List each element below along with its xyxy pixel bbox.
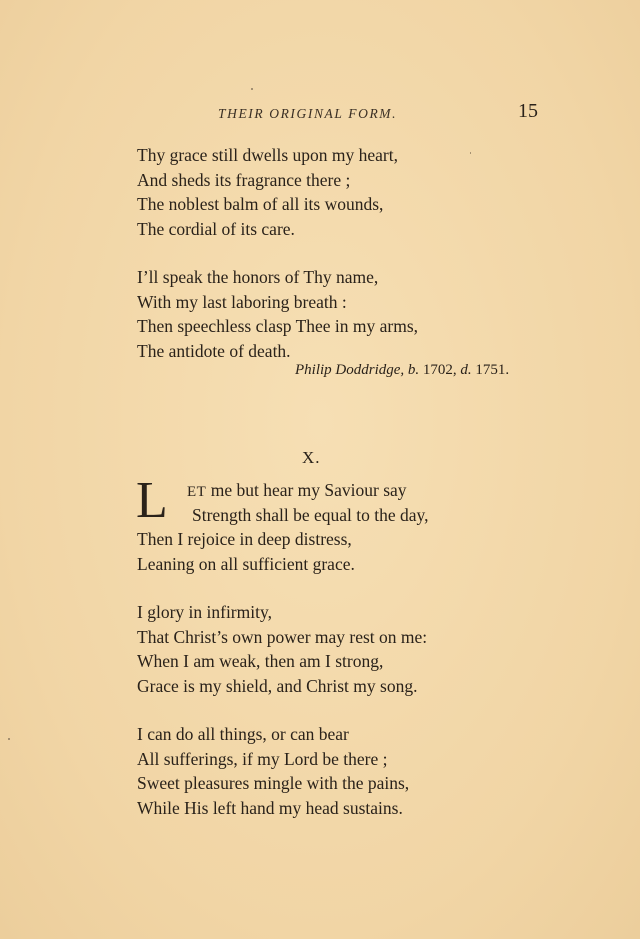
verse-line: Then speechless clasp Thee in my arms, [137,316,419,336]
paper-speck [470,152,471,154]
attribution [295,362,509,379]
verse-line: I glory in infirmity, [137,602,272,622]
page-number: 15 [518,100,538,122]
verse-line: The cordial of its care. [137,218,295,239]
stanza [137,143,398,241]
verse-line: And sheds its fragrance there ; [137,169,351,190]
opening-line-text: me but hear my Saviour say [206,480,407,500]
verse-line: That Christ’s own power may rest on me: [137,626,428,647]
stanza [137,722,409,820]
section-number: X. [302,448,321,467]
paper-speck [8,738,10,740]
verse-line: The antidote of death. [137,340,291,361]
stanza [137,600,427,698]
verse-line: The noblest balm of all its wounds, [137,194,384,214]
verse-line: Then I rejoice in deep distress, [137,529,352,549]
drop-cap: L [136,472,168,529]
verse-line: While His left hand my head sustains. [137,797,403,818]
verse-line: Strength shall be equal to the day, [192,504,429,525]
page-header [0,100,640,130]
born-label: b. [407,362,420,378]
stanza [137,527,355,576]
verse-line: Sweet pleasures mingle with the pains, [137,773,410,793]
author-name: Philip Doddridge, [295,362,405,378]
verse-line: Thy grace still dwells upon my heart, [137,145,398,165]
opening-small-caps: ET [187,484,207,500]
paper-speck [251,88,253,90]
verse-line: With my last laboring breath : [137,291,347,312]
died-year: 1751. [475,362,510,378]
born-year: 1702, [422,362,457,378]
died-label: d. [460,362,472,378]
opening-line [187,478,407,505]
verse-line: Leaning on all sufficient grace. [137,553,355,574]
verse-line: I can do all things, or can bear [137,724,349,744]
verse-line: Grace is my shield, and Christ my song. [137,675,418,696]
stanza [137,265,418,363]
verse-line: When I am weak, then am I strong, [137,651,384,671]
running-title: THEIR ORIGINAL FORM. [218,106,398,121]
verse-line: All sufferings, if my Lord be there ; [137,748,388,769]
verse-line: I’ll speak the honors of Thy name, [137,267,379,287]
